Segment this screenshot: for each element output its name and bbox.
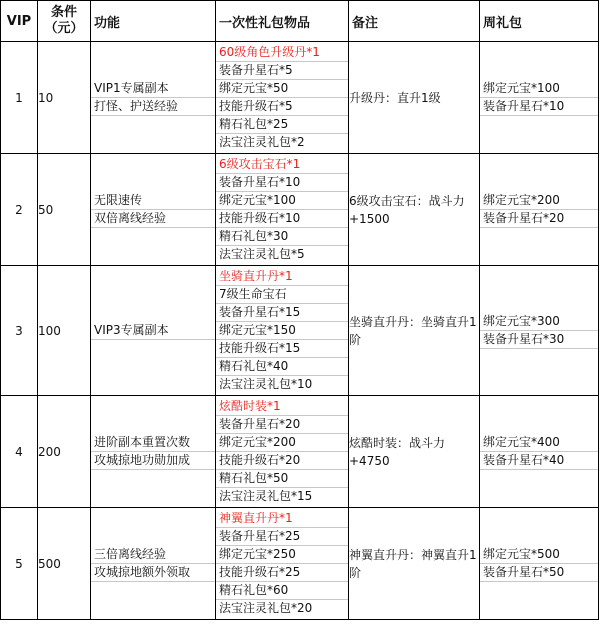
pack-item: 装备升星石*10 (216, 174, 348, 192)
header-vip: VIP (1, 1, 38, 42)
weekly-item: 绑定元宝*300 (480, 313, 598, 331)
pack-item: 绑定元宝*100 (216, 192, 348, 210)
pack-item: 精石礼包*30 (216, 228, 348, 246)
vip-row-2 (1, 154, 599, 266)
pack-item: 绑定元宝*50 (216, 80, 348, 98)
vip-level: 3 (1, 266, 38, 396)
vip-level: 5 (1, 508, 38, 620)
featured-item: 神翼直升丹*1 (216, 510, 348, 528)
pack-item: 技能升级石*10 (216, 210, 348, 228)
weekly-item: 装备升星石*20 (480, 210, 598, 228)
pack-item: 绑定元宝*250 (216, 546, 348, 564)
header-row (1, 1, 599, 42)
vip-note: 炫酷时装：战斗力+4750 (349, 396, 480, 508)
one-time-items (216, 396, 349, 508)
featured-item: 60级角色升级丹*1 (216, 44, 348, 62)
function-item: VIP1专属副本 (91, 80, 215, 98)
weekly-item: 绑定元宝*400 (480, 434, 598, 452)
function-item: 无限速传 (91, 192, 215, 210)
weekly-item: 装备升星石*50 (480, 564, 598, 582)
vip-level: 1 (1, 42, 38, 154)
pack-item: 法宝注灵礼包*15 (219, 489, 313, 503)
pack-item: 技能升级石*20 (216, 452, 348, 470)
header-condition (38, 1, 91, 42)
pack-item: 装备升星石*25 (216, 528, 348, 546)
pack-item: 绑定元宝*200 (216, 434, 348, 452)
vip-functions (91, 42, 216, 154)
featured-item: 坐骑直升丹*1 (216, 268, 348, 286)
pack-item: 法宝注灵礼包*10 (219, 377, 313, 391)
vip-note: 6级攻击宝石：战斗力+1500 (349, 154, 480, 266)
vip-condition: 200 (38, 396, 91, 508)
weekly-pack (480, 42, 599, 154)
pack-item: 技能升级石*5 (216, 98, 348, 116)
header-weekly-pack: 周礼包 (480, 1, 599, 42)
function-item: 攻城掠地功勋加成 (91, 452, 215, 470)
weekly-pack (480, 266, 599, 396)
vip-condition: 500 (38, 508, 91, 620)
pack-item: 技能升级石*15 (216, 340, 348, 358)
pack-item: 绑定元宝*150 (216, 322, 348, 340)
header-condition-line2: （元） (44, 21, 84, 36)
function-item: 三倍离线经验 (91, 546, 215, 564)
pack-item: 法宝注灵礼包*5 (219, 247, 305, 261)
weekly-item: 绑定元宝*100 (480, 80, 598, 98)
weekly-pack (480, 508, 599, 620)
header-condition-line1: 条件 (50, 5, 77, 20)
pack-item: 精石礼包*60 (216, 582, 348, 600)
vip-functions (91, 508, 216, 620)
vip-row-3 (1, 266, 599, 396)
function-item: 攻城掠地额外领取 (91, 564, 215, 582)
vip-note: 坐骑直升丹：坐骑直升1阶 (349, 266, 480, 396)
vip-row-5 (1, 508, 599, 620)
weekly-item: 装备升星石*30 (480, 331, 598, 349)
weekly-item: 绑定元宝*200 (480, 192, 598, 210)
header-function: 功能 (91, 1, 216, 42)
function-item: 打怪、护送经验 (91, 98, 215, 116)
weekly-item: 装备升星石*10 (480, 98, 598, 116)
pack-item: 精石礼包*40 (216, 358, 348, 376)
one-time-items (216, 266, 349, 396)
pack-item: 法宝注灵礼包*2 (219, 135, 305, 149)
vip-functions (91, 154, 216, 266)
one-time-items (216, 154, 349, 266)
vip-note: 升级丹：直升1级 (349, 42, 480, 154)
pack-item: 装备升星石*15 (216, 304, 348, 322)
vip-row-1 (1, 42, 599, 154)
one-time-items (216, 42, 349, 154)
vip-row-4 (1, 396, 599, 508)
weekly-pack (480, 396, 599, 508)
featured-item: 6级攻击宝石*1 (216, 156, 348, 174)
pack-item: 精石礼包*25 (216, 116, 348, 134)
function-item: 进阶副本重置次数 (91, 434, 215, 452)
pack-item: 技能升级石*25 (216, 564, 348, 582)
one-time-items (216, 508, 349, 620)
vip-note: 神翼直升丹：神翼直升1阶 (349, 508, 480, 620)
function-item: VIP3专属副本 (91, 322, 215, 340)
function-item: 双倍离线经验 (91, 210, 215, 228)
vip-level: 4 (1, 396, 38, 508)
vip-functions (91, 266, 216, 396)
weekly-item: 装备升星石*40 (480, 452, 598, 470)
pack-item: 装备升星石*5 (216, 62, 348, 80)
vip-condition: 10 (38, 42, 91, 154)
weekly-item: 绑定元宝*500 (480, 546, 598, 564)
header-items: 一次性礼包物品 (216, 1, 349, 42)
vip-condition: 50 (38, 154, 91, 266)
pack-item: 法宝注灵礼包*20 (219, 601, 313, 615)
pack-item: 7级生命宝石 (216, 286, 348, 304)
weekly-pack (480, 154, 599, 266)
header-note: 备注 (349, 1, 480, 42)
vip-functions (91, 396, 216, 508)
featured-item: 炫酷时装*1 (216, 398, 348, 416)
pack-item: 装备升星石*20 (216, 416, 348, 434)
vip-level: 2 (1, 154, 38, 266)
pack-item: 精石礼包*50 (216, 470, 348, 488)
vip-condition: 100 (38, 266, 91, 396)
